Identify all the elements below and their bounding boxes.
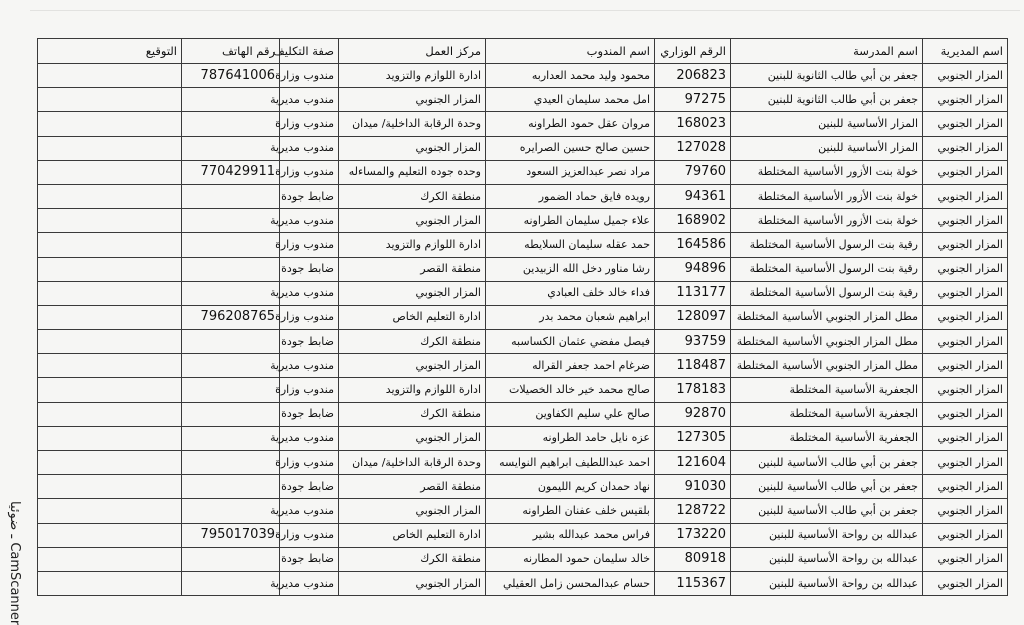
cell-work-center: المزار الجنوبي (339, 209, 486, 233)
cell-delegate-name: حمد عقله سليمان السلايطه (486, 233, 655, 257)
cell-assignment-type: مندوب وزارة (280, 233, 339, 257)
cell-delegate-name: امل محمد سليمان العيدي (486, 88, 655, 112)
table-row (38, 305, 1008, 329)
delegates-table (37, 38, 1008, 596)
header-school: اسم المدرسة (731, 39, 923, 64)
cell-assignment-type: مندوب مديرية (280, 88, 339, 112)
cell-school: خولة بنت الأزور الأساسية المختلطة (731, 209, 923, 233)
cell-assignment-type: مندوب وزارة (280, 64, 339, 88)
cell-signature (38, 499, 182, 523)
cell-assignment-type: مندوب وزارة (280, 378, 339, 402)
cell-signature (38, 523, 182, 547)
cell-phone (182, 571, 280, 595)
cell-delegate-name: بلقيس خلف عفنان الطراونه (486, 499, 655, 523)
header-work-center: مركز العمل (339, 39, 486, 64)
cell-ministry-number: 118487 (655, 354, 731, 378)
table-row (38, 426, 1008, 450)
cell-school: الجعفرية الأساسية المختلطة (731, 402, 923, 426)
cell-signature (38, 88, 182, 112)
cell-work-center: وحدة الرقابة الداخلية/ ميدان (339, 112, 486, 136)
cell-ministry-number: 164586 (655, 233, 731, 257)
table-row (38, 281, 1008, 305)
cell-phone (182, 426, 280, 450)
cell-directorate: المزار الجنوبي (923, 523, 1008, 547)
cell-work-center: وحدة الرقابة الداخلية/ ميدان (339, 451, 486, 475)
cell-directorate: المزار الجنوبي (923, 354, 1008, 378)
cell-delegate-name: مروان عقل حمود الطراونه (486, 112, 655, 136)
cell-signature (38, 209, 182, 233)
cell-assignment-type: ضابط جودة (280, 402, 339, 426)
cell-delegate-name: صالح محمد خير خالد الخصيلات (486, 378, 655, 402)
cell-school: المزار الأساسية للبنين (731, 112, 923, 136)
cell-work-center: ادارة التعليم الخاص (339, 305, 486, 329)
cell-delegate-name: صالح علي سليم الكفاوين (486, 402, 655, 426)
cell-ministry-number: 206823 (655, 64, 731, 88)
cell-school: جعفر بن أبي طالب الأساسية للبنين (731, 475, 923, 499)
cell-school: الجعفرية الأساسية المختلطة (731, 426, 923, 450)
cell-ministry-number: 97275 (655, 88, 731, 112)
cell-school: رقية بنت الرسول الأساسية المختلطة (731, 257, 923, 281)
cell-directorate: المزار الجنوبي (923, 209, 1008, 233)
cell-delegate-name: احمد عبداللطيف ابراهيم النوايسه (486, 451, 655, 475)
cell-assignment-type: مندوب مديرية (280, 281, 339, 305)
cell-directorate: المزار الجنوبي (923, 451, 1008, 475)
cell-phone (182, 402, 280, 426)
cell-phone (182, 88, 280, 112)
cell-assignment-type: مندوب مديرية (280, 136, 339, 160)
cell-phone (182, 184, 280, 208)
cell-ministry-number: 128097 (655, 305, 731, 329)
scanner-watermark: CamScanner ـ ضوئيا (7, 500, 22, 625)
cell-delegate-name: رشا مناور دخل الله الزبيدين (486, 257, 655, 281)
header-phone: رقم الهاتف (182, 39, 280, 64)
cell-signature (38, 402, 182, 426)
cell-work-center: المزار الجنوبي (339, 354, 486, 378)
cell-phone (182, 136, 280, 160)
cell-assignment-type: ضابط جودة (280, 330, 339, 354)
cell-assignment-type: مندوب مديرية (280, 209, 339, 233)
cell-school: عبدالله بن رواحة الأساسية للبنين (731, 571, 923, 595)
cell-delegate-name: فراس محمد عبدالله بشير (486, 523, 655, 547)
cell-directorate: المزار الجنوبي (923, 160, 1008, 184)
cell-assignment-type: مندوب مديرية (280, 426, 339, 450)
cell-phone (182, 354, 280, 378)
cell-directorate: المزار الجنوبي (923, 233, 1008, 257)
cell-assignment-type: مندوب وزارة (280, 523, 339, 547)
cell-delegate-name: ابراهيم شعبان محمد بدر (486, 305, 655, 329)
cell-school: عبدالله بن رواحة الأساسية للبنين (731, 547, 923, 571)
table-row (38, 184, 1008, 208)
cell-school: عبدالله بن رواحة الأساسية للبنين (731, 523, 923, 547)
cell-phone (182, 330, 280, 354)
cell-assignment-type: مندوب مديرية (280, 354, 339, 378)
cell-delegate-name: عزه نايل حامد الطراونه (486, 426, 655, 450)
cell-signature (38, 281, 182, 305)
cell-phone (182, 112, 280, 136)
cell-signature (38, 136, 182, 160)
cell-ministry-number: 80918 (655, 547, 731, 571)
table-row (38, 547, 1008, 571)
page-edge-line (30, 10, 1020, 11)
table-row (38, 330, 1008, 354)
cell-phone (182, 499, 280, 523)
cell-assignment-type: مندوب وزارة (280, 305, 339, 329)
cell-signature (38, 112, 182, 136)
cell-delegate-name: حسام عبدالمحسن زامل العقيلي (486, 571, 655, 595)
cell-school: الجعفرية الأساسية المختلطة (731, 378, 923, 402)
cell-directorate: المزار الجنوبي (923, 88, 1008, 112)
cell-signature (38, 233, 182, 257)
cell-directorate: المزار الجنوبي (923, 281, 1008, 305)
cell-ministry-number: 115367 (655, 571, 731, 595)
cell-signature (38, 305, 182, 329)
table-row (38, 499, 1008, 523)
cell-signature (38, 451, 182, 475)
cell-phone (182, 378, 280, 402)
cell-signature (38, 257, 182, 281)
cell-ministry-number: 128722 (655, 499, 731, 523)
cell-signature (38, 64, 182, 88)
cell-directorate: المزار الجنوبي (923, 136, 1008, 160)
cell-assignment-type: مندوب مديرية (280, 499, 339, 523)
cell-directorate: المزار الجنوبي (923, 330, 1008, 354)
cell-directorate: المزار الجنوبي (923, 305, 1008, 329)
cell-phone: 795017039 (182, 523, 280, 547)
cell-phone (182, 547, 280, 571)
cell-directorate: المزار الجنوبي (923, 64, 1008, 88)
cell-ministry-number: 94361 (655, 184, 731, 208)
cell-assignment-type: ضابط جودة (280, 475, 339, 499)
cell-phone (182, 257, 280, 281)
cell-work-center: منطقة الكرك (339, 547, 486, 571)
table-row (38, 257, 1008, 281)
cell-school: رقية بنت الرسول الأساسية المختلطة (731, 281, 923, 305)
cell-assignment-type: مندوب وزارة (280, 112, 339, 136)
cell-ministry-number: 173220 (655, 523, 731, 547)
cell-ministry-number: 94896 (655, 257, 731, 281)
table-row (38, 378, 1008, 402)
cell-delegate-name: فداء خالد خلف العبادي (486, 281, 655, 305)
cell-work-center: منطقة الكرك (339, 402, 486, 426)
header-signature: التوقيع (38, 39, 182, 64)
cell-directorate: المزار الجنوبي (923, 499, 1008, 523)
cell-ministry-number: 79760 (655, 160, 731, 184)
cell-signature (38, 571, 182, 595)
cell-work-center: منطقة القصر (339, 257, 486, 281)
cell-phone (182, 281, 280, 305)
table-row (38, 233, 1008, 257)
cell-phone: 787641006 (182, 64, 280, 88)
table-row (38, 402, 1008, 426)
cell-assignment-type: مندوب وزارة (280, 160, 339, 184)
table-row (38, 64, 1008, 88)
cell-delegate-name: حسين صالح حسين الصرايره (486, 136, 655, 160)
cell-delegate-name: فيصل مفضي عثمان الكساسبه (486, 330, 655, 354)
cell-phone: 796208765 (182, 305, 280, 329)
cell-directorate: المزار الجنوبي (923, 184, 1008, 208)
cell-work-center: المزار الجنوبي (339, 499, 486, 523)
cell-school: المزار الأساسية للبنين (731, 136, 923, 160)
cell-work-center: ادارة التعليم الخاص (339, 523, 486, 547)
cell-delegate-name: رويده فايق حماد الضمور (486, 184, 655, 208)
cell-signature (38, 184, 182, 208)
cell-phone (182, 233, 280, 257)
cell-ministry-number: 168023 (655, 112, 731, 136)
cell-work-center: ادارة اللوازم والتزويد (339, 378, 486, 402)
cell-work-center: ادارة اللوازم والتزويد (339, 233, 486, 257)
cell-ministry-number: 92870 (655, 402, 731, 426)
cell-assignment-type: مندوب وزارة (280, 451, 339, 475)
table-row (38, 451, 1008, 475)
cell-directorate: المزار الجنوبي (923, 257, 1008, 281)
table-header-row (38, 39, 1008, 64)
cell-assignment-type: ضابط جودة (280, 547, 339, 571)
cell-ministry-number: 113177 (655, 281, 731, 305)
table-body (38, 64, 1008, 596)
cell-work-center: المزار الجنوبي (339, 281, 486, 305)
table-row (38, 571, 1008, 595)
cell-school: مطل المزار الجنوبي الأساسية المختلطة (731, 330, 923, 354)
cell-ministry-number: 93759 (655, 330, 731, 354)
cell-work-center: المزار الجنوبي (339, 426, 486, 450)
cell-work-center: ادارة اللوازم والتزويد (339, 64, 486, 88)
cell-directorate: المزار الجنوبي (923, 547, 1008, 571)
cell-phone: 770429911 (182, 160, 280, 184)
cell-phone (182, 451, 280, 475)
cell-work-center: المزار الجنوبي (339, 136, 486, 160)
table-row (38, 475, 1008, 499)
cell-work-center: منطقة القصر (339, 475, 486, 499)
table-row (38, 88, 1008, 112)
cell-phone (182, 209, 280, 233)
cell-ministry-number: 127028 (655, 136, 731, 160)
cell-directorate: المزار الجنوبي (923, 571, 1008, 595)
cell-ministry-number: 178183 (655, 378, 731, 402)
cell-assignment-type: مندوب مديرية (280, 571, 339, 595)
cell-directorate: المزار الجنوبي (923, 426, 1008, 450)
cell-phone (182, 475, 280, 499)
cell-school: خولة بنت الأزور الأساسية المختلطة (731, 184, 923, 208)
cell-delegate-name: خالد سليمان حمود المطارنه (486, 547, 655, 571)
cell-delegate-name: علاء جميل سليمان الطراونه (486, 209, 655, 233)
cell-ministry-number: 127305 (655, 426, 731, 450)
cell-signature (38, 475, 182, 499)
cell-assignment-type: ضابط جودة (280, 257, 339, 281)
cell-ministry-number: 168902 (655, 209, 731, 233)
cell-work-center: منطقة الكرك (339, 330, 486, 354)
header-assignment-type: صفة التكليف (280, 39, 339, 64)
table-row (38, 523, 1008, 547)
cell-school: جعفر بن أبي طالب الأساسية للبنين (731, 451, 923, 475)
cell-directorate: المزار الجنوبي (923, 402, 1008, 426)
cell-school: جعفر بن أبي طالب الأساسية للبنين (731, 499, 923, 523)
header-directorate: اسم المديرية (923, 39, 1008, 64)
table-row (38, 354, 1008, 378)
table-row (38, 160, 1008, 184)
cell-directorate: المزار الجنوبي (923, 378, 1008, 402)
header-ministry-number: الرقم الوزاري (655, 39, 731, 64)
cell-school: خولة بنت الأزور الأساسية المختلطة (731, 160, 923, 184)
cell-work-center: المزار الجنوبي (339, 571, 486, 595)
cell-delegate-name: محمود وليد محمد العداربه (486, 64, 655, 88)
table-row (38, 136, 1008, 160)
cell-school: جعفر بن أبي طالب الثانوية للبنين (731, 88, 923, 112)
header-delegate-name: اسم المندوب (486, 39, 655, 64)
table-row (38, 112, 1008, 136)
cell-signature (38, 378, 182, 402)
cell-signature (38, 426, 182, 450)
cell-directorate: المزار الجنوبي (923, 475, 1008, 499)
cell-directorate: المزار الجنوبي (923, 112, 1008, 136)
cell-work-center: وحده جوده التعليم والمساءله (339, 160, 486, 184)
cell-school: مطل المزار الجنوبي الأساسية المختلطة (731, 305, 923, 329)
cell-ministry-number: 121604 (655, 451, 731, 475)
cell-signature (38, 160, 182, 184)
table-row (38, 209, 1008, 233)
cell-signature (38, 330, 182, 354)
cell-school: مطل المزار الجنوبي الأساسية المختلطة (731, 354, 923, 378)
cell-work-center: منطقة الكرك (339, 184, 486, 208)
cell-school: جعفر بن أبي طالب الثانوية للبنين (731, 64, 923, 88)
cell-school: رقية بنت الرسول الأساسية المختلطة (731, 233, 923, 257)
cell-delegate-name: مراد نصر عبدالعزيز السعود (486, 160, 655, 184)
cell-signature (38, 354, 182, 378)
cell-signature (38, 547, 182, 571)
cell-ministry-number: 91030 (655, 475, 731, 499)
cell-delegate-name: نهاد حمدان كريم الليمون (486, 475, 655, 499)
cell-work-center: المزار الجنوبي (339, 88, 486, 112)
cell-assignment-type: ضابط جودة (280, 184, 339, 208)
cell-delegate-name: ضرغام احمد جعفر القراله (486, 354, 655, 378)
